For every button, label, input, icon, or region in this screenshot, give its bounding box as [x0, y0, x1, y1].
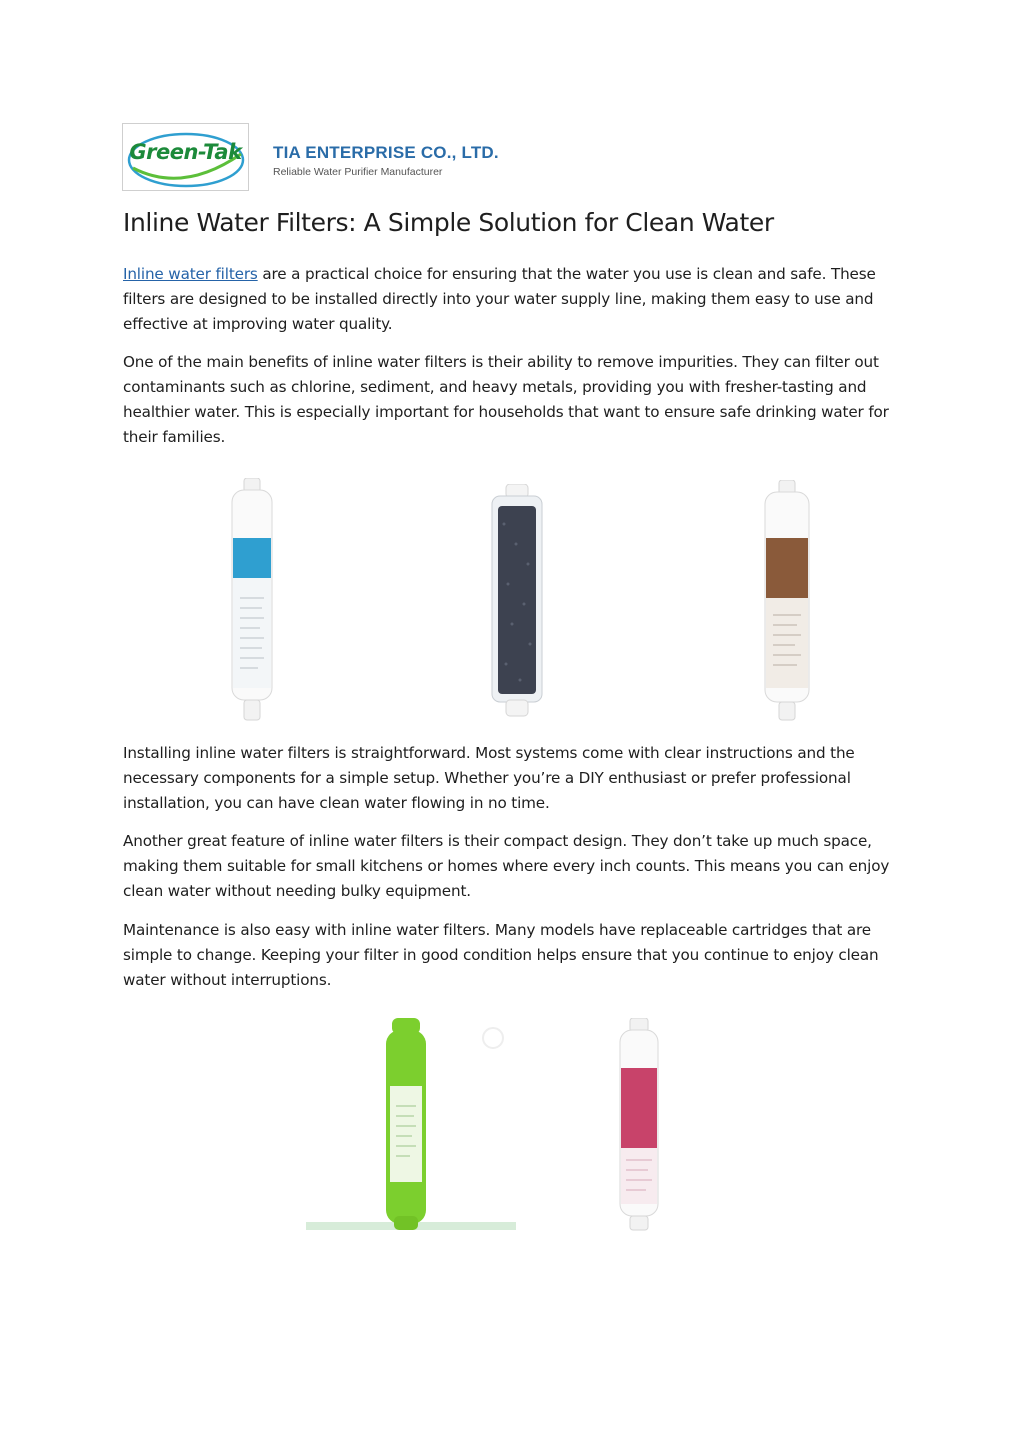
company-tagline: Reliable Water Purifier Manufacturer [273, 166, 443, 178]
maintenance-paragraph: Maintenance is also easy with inline water filters. Many models have replaceable cartridges that are simple to change. Keeping your filter in good condition helps ensure that you continue to enjoy clean water without interruptions. [123, 921, 879, 989]
logo-text: Green-Tak [129, 140, 242, 164]
page-title: Inline Water Filters: A Simple Solution for Clean Water [123, 208, 774, 237]
installation-paragraph: Installing inline water filters is straightforward. Most systems come with clear instructions and the necessary components for a simple setup. Whether you’re a DIY enthusiast or prefer professional installation, you can have clean water flowing in no time. [123, 744, 855, 812]
intro-paragraph [123, 262, 903, 337]
pink-label-filter-image [612, 1018, 666, 1237]
benefits-paragraph: One of the main benefits of inline water filters is their ability to remove impurities. They can filter out contaminants such as chlorine, sediment, and heavy metals, providing you with fresher-tasting and healthier water. This is especially important for households that want to ensure safe drinking water for their families. [123, 353, 889, 446]
intro-text: are a practical choice for ensuring that the water you use is clean and safe. These filters are designed to be installed directly into your water supply line, making them easy to use and effective at improving water quality. [123, 265, 876, 333]
company-name: TIA ENTERPRISE CO., LTD. [273, 143, 499, 162]
brown-label-filter-image [757, 480, 817, 729]
inline-water-filters-link[interactable]: Inline water filters [123, 265, 258, 283]
compact-design-paragraph: Another great feature of inline water filters is their compact design. They don’t take up much space, making them suitable for small kitchens or homes where every inch counts. This means you can enjoy clean water without needing bulky equipment. [123, 832, 890, 900]
blue-label-filter-image [222, 478, 282, 729]
green-filter-image [306, 1016, 518, 1239]
carbon-block-filter-image [486, 484, 548, 723]
